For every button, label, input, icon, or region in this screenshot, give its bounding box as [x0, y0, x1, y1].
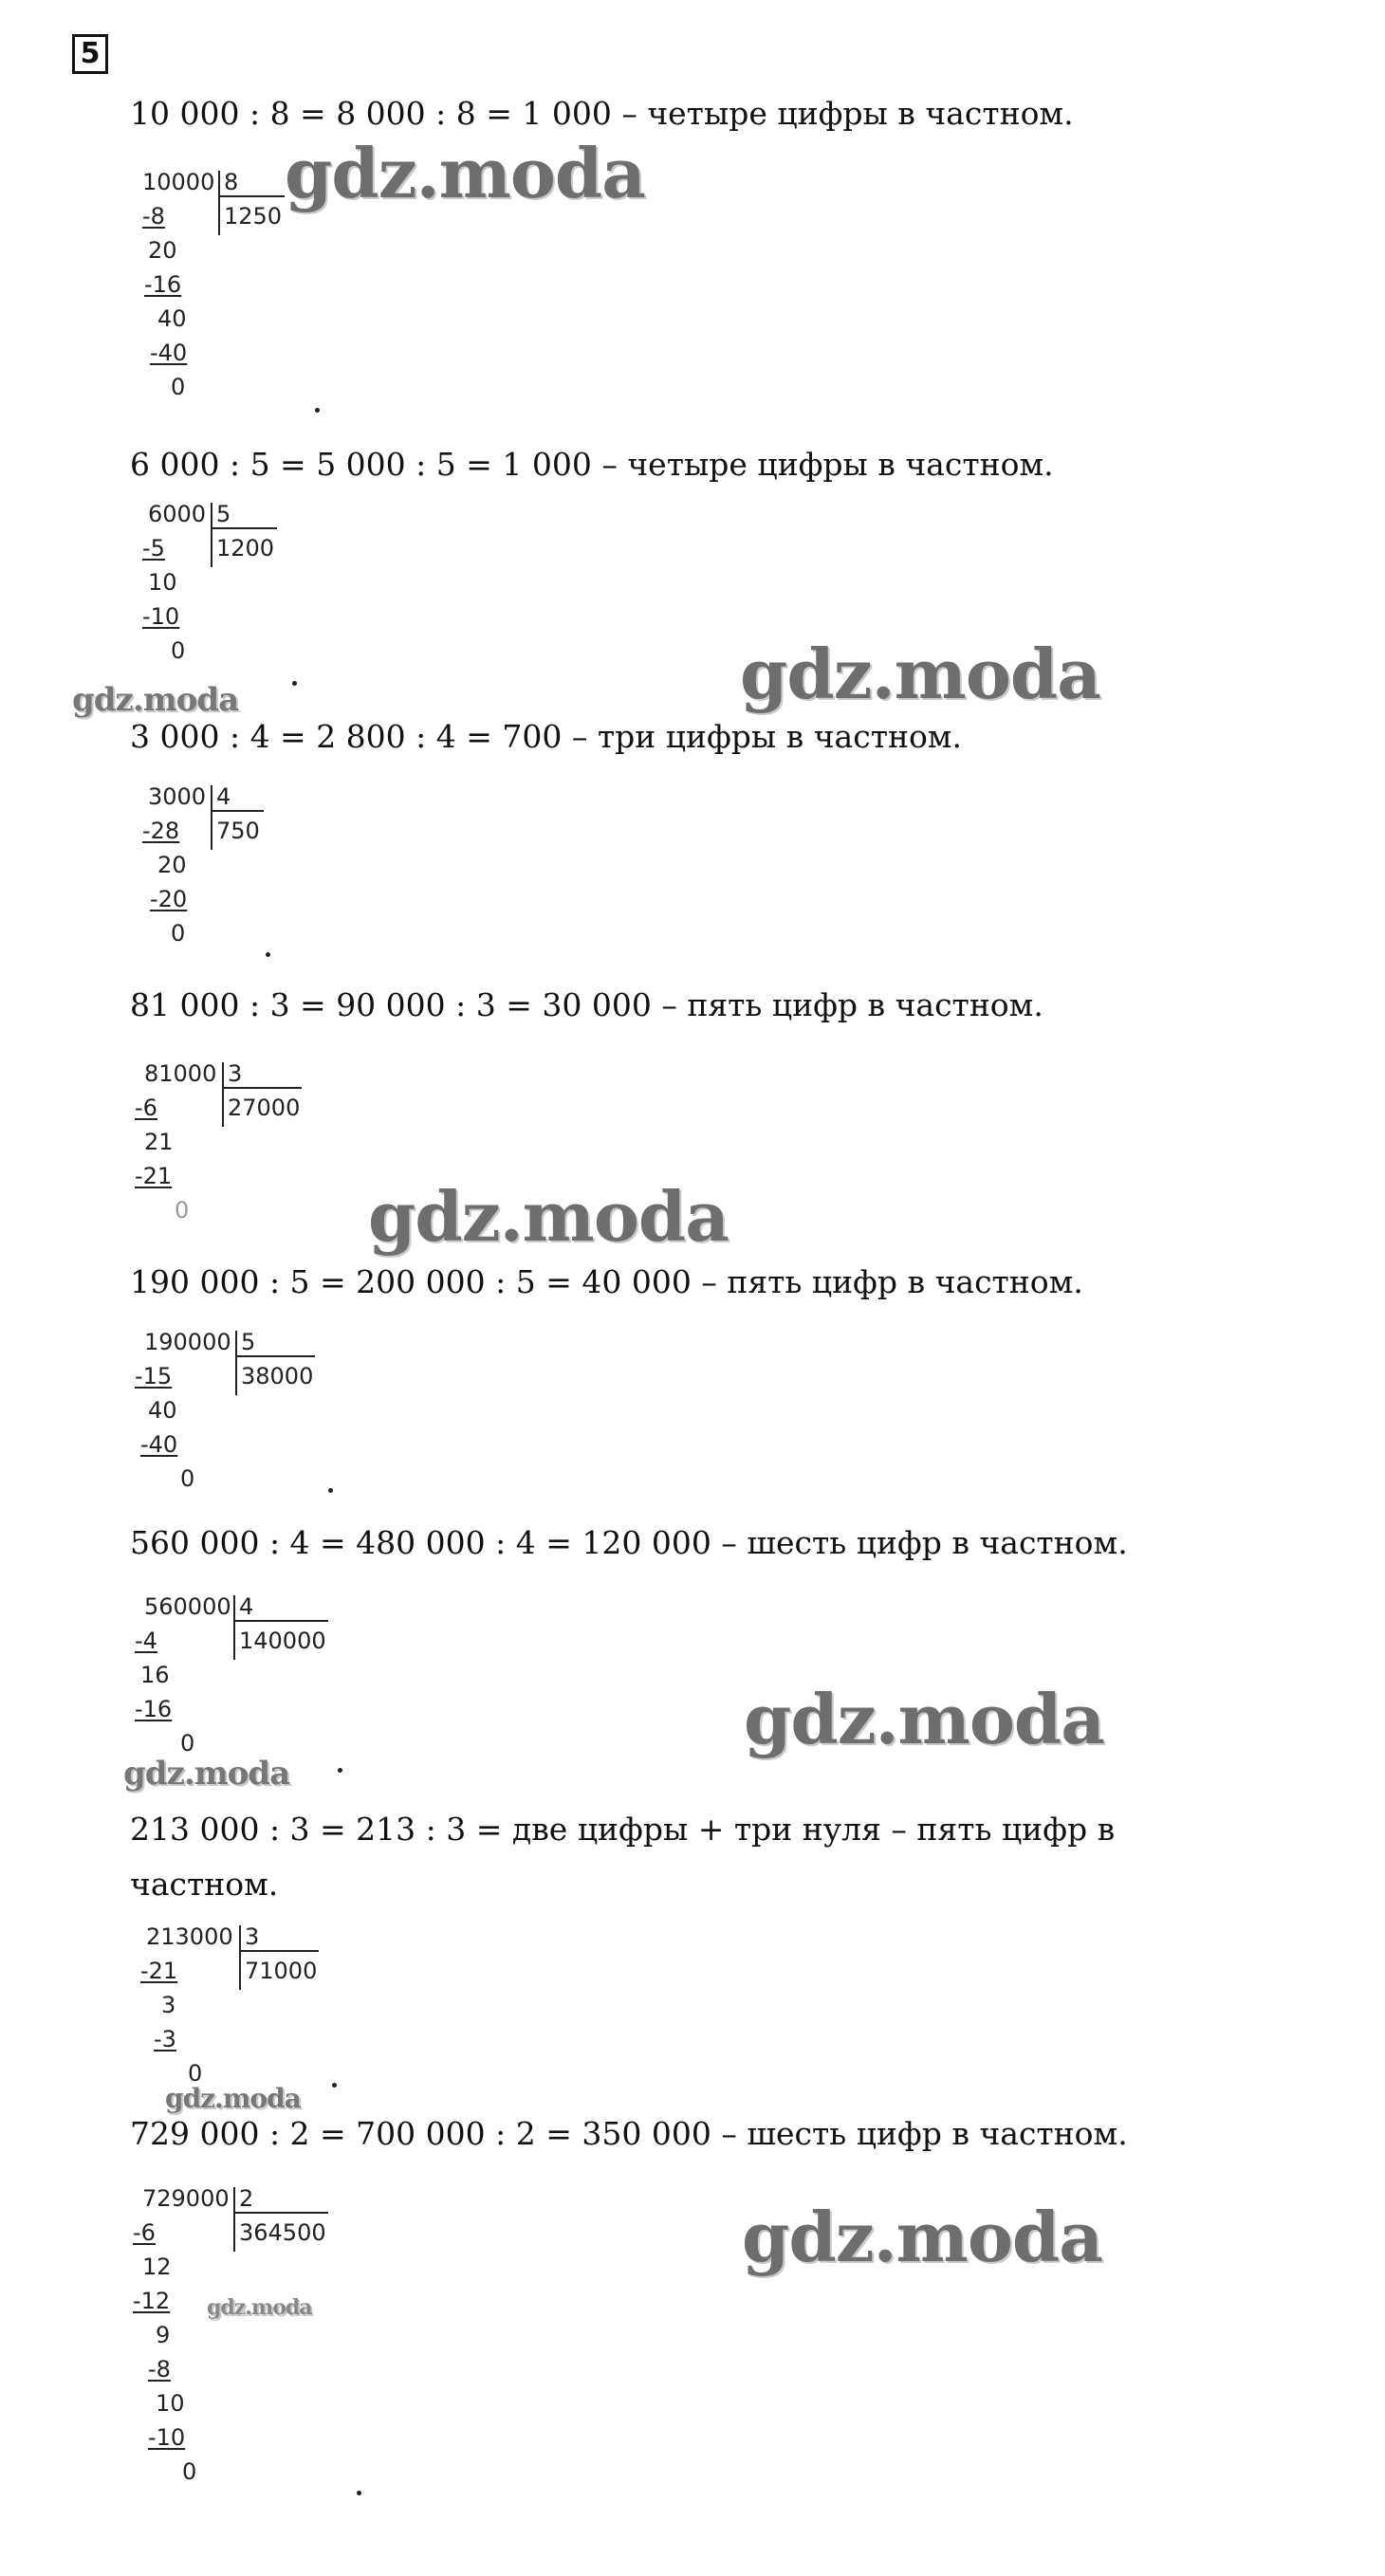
- step: 0: [171, 637, 186, 664]
- step: -4: [135, 1628, 157, 1654]
- step: 40: [157, 305, 187, 332]
- quotient: 750: [216, 818, 260, 844]
- step: 10: [156, 2390, 185, 2417]
- dot-mark: [315, 408, 320, 413]
- watermark: gdz.moda: [165, 2083, 301, 2114]
- division-vertical-bar: [239, 1925, 241, 1990]
- step: 9: [156, 2322, 171, 2348]
- step: -6: [133, 2219, 156, 2246]
- step: 21: [144, 1129, 174, 1155]
- quotient: 38000: [241, 1363, 314, 1389]
- dot-mark: [292, 681, 297, 686]
- equation-1: 10 000 : 8 = 8 000 : 8 = 1 000 – четыре цифры в частном.: [130, 95, 1074, 132]
- step: -20: [150, 886, 188, 912]
- division-horizontal-bar: [235, 1355, 315, 1357]
- division-vertical-bar: [211, 785, 212, 850]
- step: -40: [140, 1431, 178, 1458]
- quotient: 1250: [224, 203, 283, 230]
- step: -21: [140, 1958, 178, 1984]
- divisor: 4: [239, 1593, 254, 1620]
- step: -28: [142, 818, 180, 844]
- division-vertical-bar: [233, 2187, 235, 2252]
- division-horizontal-bar: [211, 527, 277, 529]
- step: -10: [148, 2424, 186, 2451]
- step: -15: [135, 1363, 173, 1389]
- step: -10: [142, 603, 180, 630]
- dot-mark: [328, 1488, 333, 1493]
- quotient: 364500: [239, 2219, 326, 2246]
- step: 3: [161, 1992, 176, 2018]
- step: 0: [188, 2060, 203, 2087]
- watermark: gdz.moda: [744, 1679, 1104, 1759]
- step: 0: [180, 1465, 195, 1492]
- step: -40: [150, 340, 188, 366]
- divisor: 2: [239, 2185, 254, 2212]
- step: -8: [148, 2356, 171, 2383]
- watermark: gdz.moda: [368, 1176, 729, 1257]
- task-number: 5: [72, 34, 108, 74]
- division-horizontal-bar: [233, 2212, 328, 2214]
- dot-mark: [357, 2491, 361, 2495]
- dot-mark: [338, 1768, 342, 1773]
- divisor: 3: [245, 1923, 260, 1950]
- dot-mark: [266, 952, 270, 957]
- step: 0: [175, 1197, 190, 1224]
- divisor: 4: [216, 783, 231, 810]
- dividend: 729000: [142, 2185, 230, 2212]
- equation-2: 6 000 : 5 = 5 000 : 5 = 1 000 – четыре цифры в частном.: [130, 446, 1054, 483]
- step: -3: [154, 2026, 176, 2052]
- quotient: 140000: [239, 1628, 326, 1654]
- watermark: gdz.moda: [207, 2295, 312, 2320]
- dot-mark: [332, 2083, 337, 2088]
- division-horizontal-bar: [218, 195, 285, 197]
- step: -5: [142, 535, 165, 561]
- division-horizontal-bar: [239, 1950, 319, 1952]
- step: 12: [142, 2254, 172, 2280]
- division-vertical-bar: [235, 1331, 237, 1395]
- divisor: 3: [228, 1060, 243, 1087]
- watermark: gdz.moda: [285, 133, 645, 213]
- division-vertical-bar: [211, 503, 212, 567]
- step: -12: [133, 2288, 171, 2314]
- dividend: 213000: [146, 1923, 233, 1950]
- step: 0: [171, 920, 186, 947]
- quotient: 27000: [228, 1095, 301, 1121]
- step: 20: [148, 237, 177, 264]
- dividend: 190000: [144, 1329, 231, 1355]
- dividend: 3000: [148, 783, 207, 810]
- equation-3: 3 000 : 4 = 2 800 : 4 = 700 – три цифры в частном.: [130, 718, 962, 755]
- watermark: gdz.moda: [742, 2197, 1102, 2277]
- step: 10: [148, 569, 177, 596]
- dividend: 560000: [144, 1593, 231, 1620]
- step: 0: [180, 1730, 195, 1757]
- division-horizontal-bar: [222, 1087, 302, 1089]
- step: -6: [135, 1095, 157, 1121]
- division-horizontal-bar: [233, 1620, 328, 1622]
- equation-5: 190 000 : 5 = 200 000 : 5 = 40 000 – пять цифр в частном.: [130, 1263, 1083, 1300]
- equation-7: 213 000 : 3 = 213 : 3 = две цифры + три нуля – пять цифр в частном.: [130, 1811, 1116, 1903]
- division-vertical-bar: [233, 1595, 235, 1660]
- step: 0: [171, 374, 186, 400]
- equation-4: 81 000 : 3 = 90 000 : 3 = 30 000 – пять цифр в частном.: [130, 986, 1043, 1023]
- division-horizontal-bar: [211, 810, 264, 812]
- dividend: 81000: [144, 1060, 217, 1087]
- divisor: 8: [224, 169, 239, 195]
- divisor: 5: [241, 1329, 256, 1355]
- quotient: 71000: [245, 1958, 318, 1984]
- step: 0: [182, 2458, 197, 2485]
- division-vertical-bar: [218, 171, 220, 235]
- step: -16: [135, 1696, 173, 1722]
- division-vertical-bar: [222, 1062, 224, 1127]
- watermark: gdz.moda: [123, 1755, 290, 1793]
- step: 20: [157, 852, 187, 878]
- equation-8: 729 000 : 2 = 700 000 : 2 = 350 000 – шесть цифр в частном.: [130, 2115, 1128, 2152]
- step: 16: [140, 1662, 170, 1688]
- watermark: gdz.moda: [740, 634, 1100, 714]
- watermark: gdz.moda: [72, 681, 239, 719]
- step: -8: [142, 203, 165, 230]
- step: -21: [135, 1163, 173, 1189]
- dividend: 6000: [148, 501, 207, 527]
- divisor: 5: [216, 501, 231, 527]
- dividend: 10000: [142, 169, 215, 195]
- step: -16: [144, 271, 182, 298]
- step: 40: [148, 1397, 177, 1424]
- equation-6: 560 000 : 4 = 480 000 : 4 = 120 000 – шесть цифр в частном.: [130, 1524, 1128, 1561]
- quotient: 1200: [216, 535, 275, 561]
